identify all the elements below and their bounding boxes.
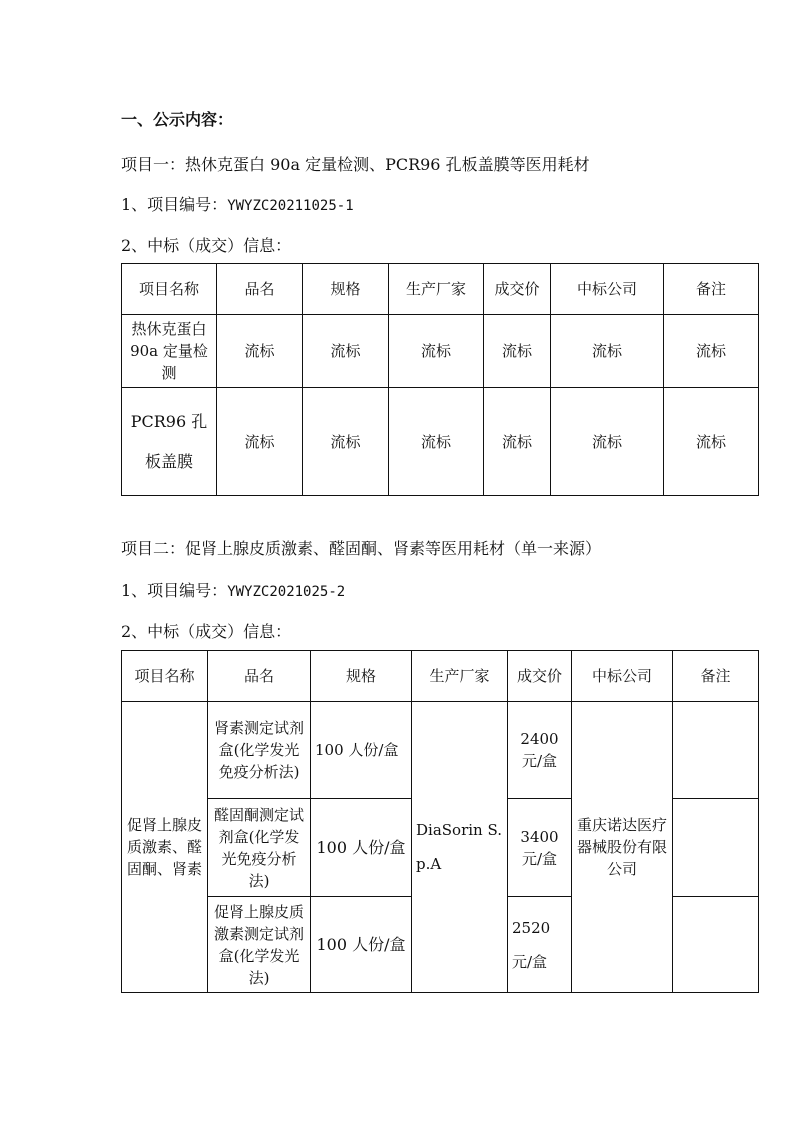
header-cell: 成交价 [484, 264, 551, 315]
header-cell: 项目名称 [122, 264, 217, 315]
project1-number-line [121, 192, 354, 215]
project1-number: YWYZC20211025-1 [227, 198, 354, 214]
header-cell: 生产厂家 [389, 264, 484, 315]
header-cell: 备注 [673, 651, 759, 702]
header-cell: 成交价 [508, 651, 572, 702]
product-cell: 肾素测定试剂盒(化学发光免疫分析法) [208, 702, 311, 799]
remark-cell [673, 702, 759, 799]
section-heading: 一、公示内容： [121, 110, 234, 129]
price-cell: 3400 元/盒 [508, 799, 572, 897]
header-cell: 项目名称 [122, 651, 208, 702]
header-cell: 规格 [311, 651, 412, 702]
project1-info-label: 2、中标（成交）信息： [121, 236, 292, 255]
header-cell: 备注 [664, 264, 759, 315]
project2-info-label: 2、中标（成交）信息： [121, 622, 292, 641]
table-row [122, 388, 759, 496]
table-header-row [122, 264, 759, 315]
project-name-cell: 热休克蛋白 90a 定量检测 [122, 315, 217, 388]
header-cell: 生产厂家 [412, 651, 508, 702]
spec-cell: 100 人份/盒 [311, 702, 412, 799]
table-cell: 流标 [664, 315, 759, 388]
project-name-cell: 促肾上腺皮质激素、醛固酮、肾素 [122, 702, 208, 993]
table-cell: 流标 [551, 315, 664, 388]
table-cell: 流标 [303, 315, 389, 388]
table-cell: 流标 [303, 388, 389, 496]
table-cell: 流标 [389, 388, 484, 496]
remark-cell [673, 799, 759, 897]
project2-number-label: 1、项目编号： [121, 581, 228, 600]
header-cell: 中标公司 [551, 264, 664, 315]
table-cell: 流标 [551, 388, 664, 496]
table-cell: 流标 [217, 388, 303, 496]
project1-title: 项目一：热休克蛋白 90a 定量检测、PCR96 孔板盖膜等医用耗材 [121, 155, 590, 174]
header-cell: 品名 [208, 651, 311, 702]
table-cell: 流标 [389, 315, 484, 388]
header-cell: 规格 [303, 264, 389, 315]
table-row [122, 315, 759, 388]
price-cell: 2520 元/盒 [508, 897, 572, 993]
spec-cell: 100 人份/盒 [311, 897, 412, 993]
project1-number-label: 1、项目编号： [121, 195, 228, 214]
project2-table [121, 650, 759, 993]
spec-cell: 100 人份/盒 [311, 799, 412, 897]
project2-title: 项目二：促肾上腺皮质激素、醛固酮、肾素等医用耗材（单一来源） [121, 539, 602, 558]
project1-table [121, 263, 759, 496]
product-cell: 醛固酮测定试剂盒(化学发光免疫分析法) [208, 799, 311, 897]
table-cell: 流标 [664, 388, 759, 496]
table-cell: 流标 [484, 388, 551, 496]
header-cell: 中标公司 [572, 651, 673, 702]
price-cell: 2400 元/盒 [508, 702, 572, 799]
company-cell: 重庆诺达医疗器械股份有限公司 [572, 702, 673, 993]
project-name-cell: PCR96 孔板盖膜 [122, 388, 217, 496]
manufacturer-cell: DiaSorin S.p.A [412, 702, 508, 993]
table-header-row [122, 651, 759, 702]
product-cell: 促肾上腺皮质激素测定试剂盒(化学发光法) [208, 897, 311, 993]
table-row [122, 702, 759, 799]
header-cell: 品名 [217, 264, 303, 315]
project2-number-line [121, 578, 345, 601]
project2-number: YWYZC2021025-2 [227, 584, 346, 600]
remark-cell [673, 897, 759, 993]
table-cell: 流标 [484, 315, 551, 388]
table-cell: 流标 [217, 315, 303, 388]
